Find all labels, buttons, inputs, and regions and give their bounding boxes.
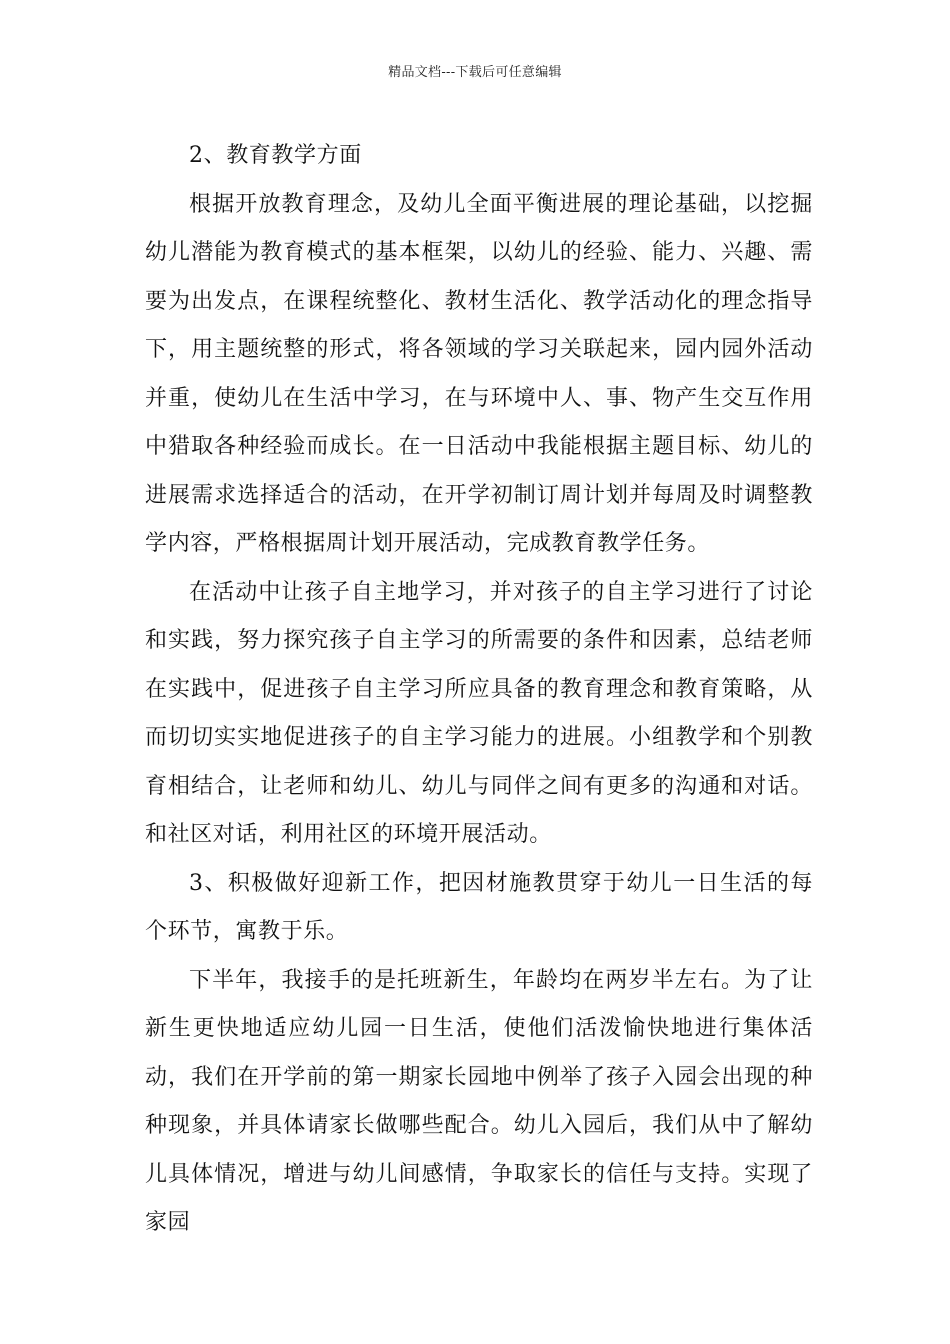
- paragraph-new-students: 下半年，我接手的是托班新生，年龄均在两岁半左右。为了让新生更快地适应幼儿园一日生活，使他们活泼愉快地进行集体活动，我们在开学前的第一期家长园地中例举了孩子入园会出现的种种现象，并具体请家长做哪些配合。幼儿入园后，我们从中了解幼儿具体情况，增进与幼儿间感情，争取家长的信任与支持。实现了家园: [145, 967, 813, 1235]
- paragraph-teaching-philosophy: 根据开放教育理念，及幼儿全面平衡进展的理论基础，以挖掘幼儿潜能为教育模式的基本框架，以幼儿的经验、能力、兴趣、需要为出发点，在课程统整化、教材生活化、教学活动化的理念指导下，用主题统整的形式，将各领域的学习关联起来，园内园外活动并重，使幼儿在生活中学习，在与环境中人、事、物产生交互作用中猎取各种经验而成长。在一日活动中我能根据主题目标、幼儿的进展需求选择适合的活动，在开学初制订周计划并每周及时调整教学内容，严格根据周计划开展活动，完成教育教学任务。: [145, 191, 813, 556]
- section-heading-new-students: 3、积极做好迎新工作，把因材施教贯穿于幼儿一日生活的每个环节，寓教于乐。: [145, 870, 813, 944]
- page-header: 精品文档---下载后可任意编辑: [388, 65, 562, 80]
- section-heading-teaching: 2、教育教学方面: [189, 143, 362, 168]
- document-body: [145, 132, 813, 1248]
- paragraph-autonomous-learning: 在活动中让孩子自主地学习，并对孩子的自主学习进行了讨论和实践，努力探究孩子自主学习的所需要的条件和因素，总结老师在实践中，促进孩子自主学习所应具备的教育理念和教育策略，从而切切实实地促进孩子的自主学习能力的进展。小组教学和个别教育相结合，让老师和幼儿、幼儿与同伴之间有更多的沟通和对话。和社区对话，利用社区的环境开展活动。: [145, 579, 813, 847]
